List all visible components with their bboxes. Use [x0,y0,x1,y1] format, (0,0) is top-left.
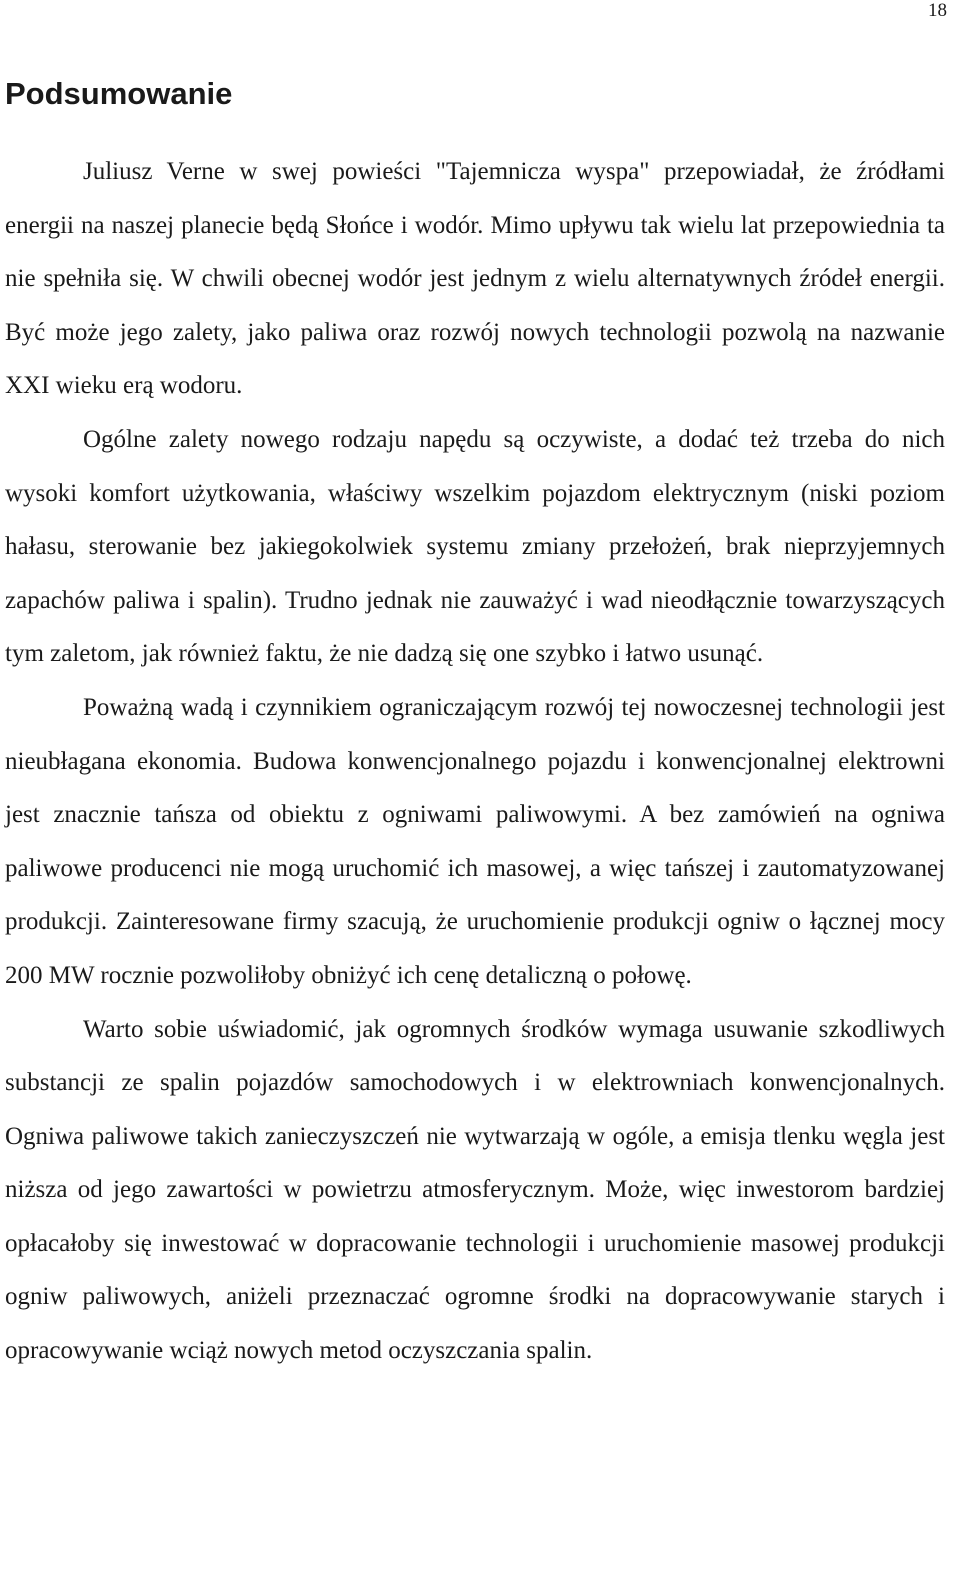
body-text [5,145,945,1378]
paragraph-2: Ogólne zalety nowego rodzaju napędu są oczywiste, a dodać też trzeba do nich wysoki komfort użytkowania, właściwy wszelkim pojazdom elektrycznym (niski poziom hałasu, sterowanie bez jakiegokolwiek systemu zmiany przełożeń, brak nieprzyjemnych zapachów paliwa i spalin). Trudno jednak nie zauważyć i wad nieodłącznie towarzyszących tym zaletom, jak również faktu, że nie dadzą się one szybko i łatwo usunąć. [5,425,945,668]
paragraph-3: Poważną wadą i czynnikiem ograniczającym rozwój tej nowoczesnej technologii jest nieubłagana ekonomia. Budowa konwencjonalnego pojazdu i konwencjonalnej elektrowni jest znacznie tańsza od obiektu z ogniwami paliwowymi. A bez zamówień na ogniwa paliwowe producenci nie mogą uruchomić ich masowej, a więc tańszej i zautomatyzowanej produkcji. Zainteresowane firmy szacują, że uruchomienie produkcji ogniw o łącznej mocy 200 MW rocznie pozwoliłoby obniżyć ich cenę detaliczną o połowę. [5,693,945,989]
paragraph-4: Warto sobie uświadomić, jak ogromnych środków wymaga usuwanie szkodliwych substancji ze spalin pojazdów samochodowych i w elektrowniach konwencjonalnych. Ogniwa paliwowe takich zanieczyszczeń nie wytwarzają w ogóle, a emisja tlenku węgla jest niższa od jego zawartości w powietrzu atmosferycznym. Może, więc inwestorom bardziej opłacałoby się inwestować w dopracowanie technologii i uruchomienie masowej produkcji ogniw paliwowych, aniżeli przeznaczać ogromne środki na dopracowywanie starych i opracowywanie wciąż nowych metod oczyszczania spalin. [5,1015,945,1365]
paragraph-1: Juliusz Verne w swej powieści "Tajemnicza wyspa" przepowiadał, że źródłami energii na naszej planecie będą Słońce i wodór. Mimo upływu tak wielu lat przepowiednia ta nie spełniła się. W chwili obecnej wodór jest jednym z wielu alternatywnych źródeł energii. Być może jego zalety, jako paliwa oraz rozwój nowych technologii pozwolą na nazwanie XXI wieku erą wodoru. [5,158,945,400]
page-number: 18 [928,0,947,21]
section-title: Podsumowanie [5,76,233,111]
